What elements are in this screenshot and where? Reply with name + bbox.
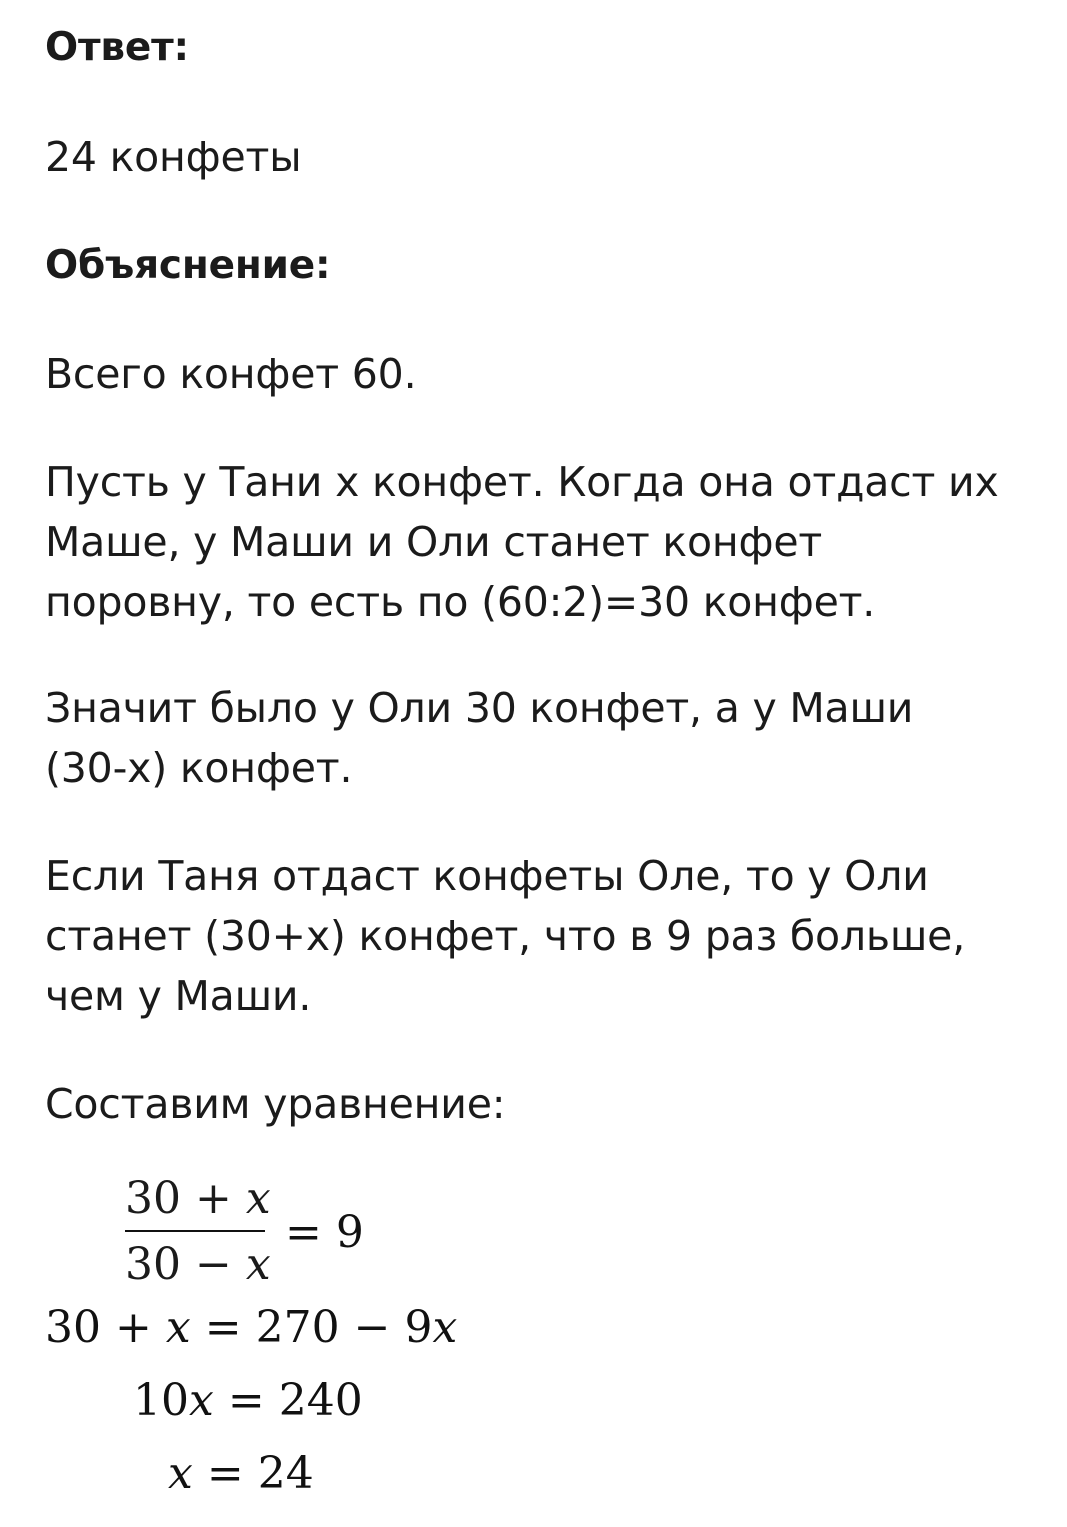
fraction xyxy=(125,1170,271,1294)
fraction-bar xyxy=(125,1230,265,1232)
text-line: поровну, то есть по (60:2)=30 конфет. xyxy=(45,578,876,626)
text-line: (30-х) конфет. xyxy=(45,744,353,792)
text-line: Маше, у Маши и Оли станет конфет xyxy=(45,518,823,566)
answer-text: 24 конфеты xyxy=(45,133,302,181)
equation-expanded: 30 + x = 270 − 9x xyxy=(45,1302,458,1353)
text-line: чем у Маши. xyxy=(45,972,312,1020)
text-line: Пусть у Тани х конфет. Когда она отдаст их xyxy=(45,458,999,506)
fraction-numerator: 30 + x xyxy=(125,1173,271,1224)
fraction-denominator: 30 − x xyxy=(125,1239,271,1290)
equation-solution: x = 24 xyxy=(168,1448,314,1499)
fraction-rhs: = 9 xyxy=(285,1207,364,1258)
paragraph-total: Всего конфет 60. xyxy=(45,350,417,398)
text-line: Значит было у Оли 30 конфет, а у Маши xyxy=(45,684,914,732)
equation-simplified: 10x = 240 xyxy=(133,1375,363,1426)
text-line: станет (30+х) конфет, что в 9 раз больше, xyxy=(45,912,966,960)
paragraph-equation-intro: Составим уравнение: xyxy=(45,1080,506,1128)
answer-heading: Ответ: xyxy=(45,25,189,70)
text-line: Если Таня отдаст конфеты Оле, то у Оли xyxy=(45,852,929,900)
explanation-heading: Объяснение: xyxy=(45,243,331,288)
